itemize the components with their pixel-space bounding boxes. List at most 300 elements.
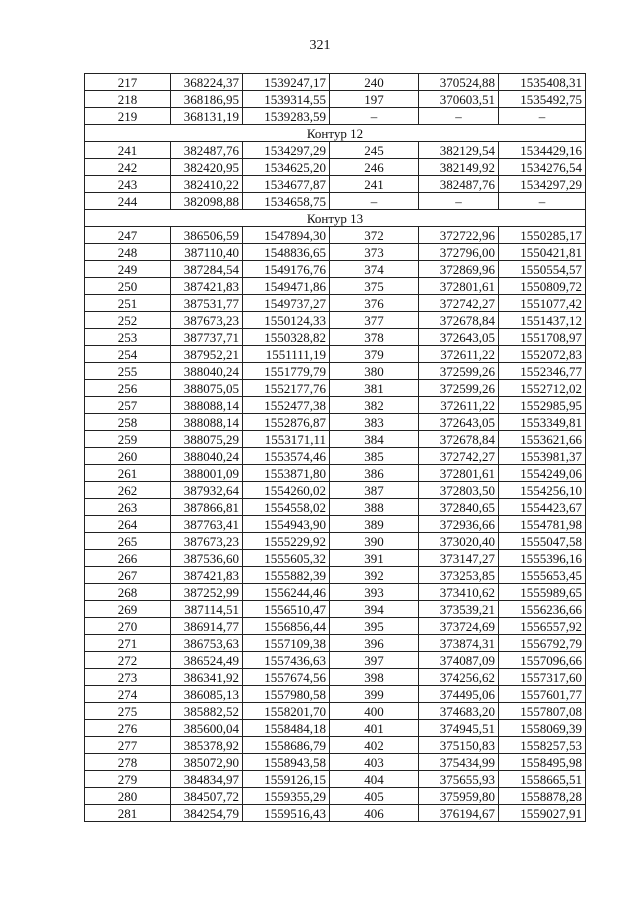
y-coordinate-cell: 1557096,66 [499,652,586,669]
y-coordinate-cell: 1558484,18 [243,720,330,737]
x-coordinate-cell: 375959,80 [419,788,499,805]
x-coordinate-cell: 386506,59 [171,227,243,244]
point-number-cell: 242 [85,159,171,176]
x-coordinate-cell: 386753,63 [171,635,243,652]
x-coordinate-cell: 368224,37 [171,74,243,91]
table-row [85,635,586,652]
x-coordinate-cell: 373724,69 [419,618,499,635]
y-coordinate-cell: 1555396,16 [499,550,586,567]
y-coordinate-cell: 1539283,59 [243,108,330,125]
point-number-cell: 393 [330,584,419,601]
x-coordinate-cell: 372611,22 [419,397,499,414]
point-number-cell: 245 [330,142,419,159]
point-number-cell: 404 [330,771,419,788]
y-coordinate-cell: 1555047,58 [499,533,586,550]
point-number-cell: 277 [85,737,171,754]
y-coordinate-cell: 1558069,39 [499,720,586,737]
point-number-cell: 385 [330,448,419,465]
x-coordinate-cell: 387284,54 [171,261,243,278]
table-row [85,295,586,312]
x-coordinate-cell: 384834,97 [171,771,243,788]
x-coordinate-cell: 372599,26 [419,363,499,380]
point-number-cell: 380 [330,363,419,380]
x-coordinate-cell: 382487,76 [171,142,243,159]
y-coordinate-cell: 1550421,81 [499,244,586,261]
x-coordinate-cell: 388001,09 [171,465,243,482]
point-number-cell: 399 [330,686,419,703]
point-number-cell: 405 [330,788,419,805]
y-coordinate-cell: 1553981,37 [499,448,586,465]
point-number-cell: 389 [330,516,419,533]
x-coordinate-cell: 387252,99 [171,584,243,601]
x-coordinate-cell: – [419,193,499,210]
table-row [85,499,586,516]
table-row [85,720,586,737]
y-coordinate-cell: 1555605,32 [243,550,330,567]
y-coordinate-cell: 1558257,53 [499,737,586,754]
table-row [85,414,586,431]
y-coordinate-cell: 1552712,02 [499,380,586,397]
x-coordinate-cell: 385600,04 [171,720,243,737]
table-row [85,244,586,261]
point-number-cell: 267 [85,567,171,584]
point-number-cell: 377 [330,312,419,329]
point-number-cell: 274 [85,686,171,703]
point-number-cell: 265 [85,533,171,550]
y-coordinate-cell: 1534276,54 [499,159,586,176]
x-coordinate-cell: 372678,84 [419,312,499,329]
table-row [85,550,586,567]
y-coordinate-cell: 1554249,06 [499,465,586,482]
x-coordinate-cell: 372722,96 [419,227,499,244]
point-number-cell: 264 [85,516,171,533]
x-coordinate-cell: – [419,108,499,125]
y-coordinate-cell: 1557601,77 [499,686,586,703]
x-coordinate-cell: 368186,95 [171,91,243,108]
y-coordinate-cell: 1558686,79 [243,737,330,754]
y-coordinate-cell: 1553349,81 [499,414,586,431]
table-row [85,703,586,720]
table-row [85,397,586,414]
point-number-cell: 269 [85,601,171,618]
point-number-cell: 392 [330,567,419,584]
x-coordinate-cell: 382098,88 [171,193,243,210]
point-number-cell: 372 [330,227,419,244]
point-number-cell: 398 [330,669,419,686]
x-coordinate-cell: 372611,22 [419,346,499,363]
point-number-cell: 381 [330,380,419,397]
y-coordinate-cell: 1558665,51 [499,771,586,788]
table-row [85,261,586,278]
table-row [85,176,586,193]
x-coordinate-cell: 387421,83 [171,567,243,584]
x-coordinate-cell: 382149,92 [419,159,499,176]
x-coordinate-cell: 384507,72 [171,788,243,805]
x-coordinate-cell: 385882,52 [171,703,243,720]
y-coordinate-cell: 1556236,66 [499,601,586,618]
x-coordinate-cell: 388040,24 [171,363,243,380]
x-coordinate-cell: 374683,20 [419,703,499,720]
coordinates-table [84,73,586,822]
point-number-cell: 241 [330,176,419,193]
point-number-cell: 273 [85,669,171,686]
y-coordinate-cell: 1553621,66 [499,431,586,448]
point-number-cell: 219 [85,108,171,125]
table-row [85,771,586,788]
table-row [85,754,586,771]
x-coordinate-cell: 372599,26 [419,380,499,397]
section-title: Контур 12 [85,125,586,142]
x-coordinate-cell: 373020,40 [419,533,499,550]
x-coordinate-cell: 385378,92 [171,737,243,754]
y-coordinate-cell: 1554943,90 [243,516,330,533]
point-number-cell: 250 [85,278,171,295]
y-coordinate-cell: 1557317,60 [499,669,586,686]
point-number-cell: 259 [85,431,171,448]
y-coordinate-cell: 1552177,76 [243,380,330,397]
x-coordinate-cell: 386085,13 [171,686,243,703]
y-coordinate-cell: 1534297,29 [243,142,330,159]
y-coordinate-cell: 1535408,31 [499,74,586,91]
x-coordinate-cell: 374087,09 [419,652,499,669]
page-number: 321 [309,38,331,53]
point-number-cell: 376 [330,295,419,312]
y-coordinate-cell: 1557436,63 [243,652,330,669]
x-coordinate-cell: 372936,66 [419,516,499,533]
x-coordinate-cell: 368131,19 [171,108,243,125]
y-coordinate-cell: 1539247,17 [243,74,330,91]
x-coordinate-cell: 373410,62 [419,584,499,601]
table-row [85,91,586,108]
y-coordinate-cell: 1550328,82 [243,329,330,346]
y-coordinate-cell: 1559027,91 [499,805,586,822]
point-number-cell: – [330,108,419,125]
point-number-cell: 270 [85,618,171,635]
table-row [85,465,586,482]
y-coordinate-cell: 1534658,75 [243,193,330,210]
x-coordinate-cell: 384254,79 [171,805,243,822]
x-coordinate-cell: 388040,24 [171,448,243,465]
table-row [85,74,586,91]
point-number-cell: 379 [330,346,419,363]
point-number-cell: 401 [330,720,419,737]
x-coordinate-cell: 372801,61 [419,465,499,482]
y-coordinate-cell: 1551779,79 [243,363,330,380]
x-coordinate-cell: 385072,90 [171,754,243,771]
point-number-cell: 383 [330,414,419,431]
y-coordinate-cell: 1534429,16 [499,142,586,159]
y-coordinate-cell: 1539314,55 [243,91,330,108]
point-number-cell: 382 [330,397,419,414]
table-row [85,142,586,159]
point-number-cell: 387 [330,482,419,499]
point-number-cell: 373 [330,244,419,261]
point-number-cell: 271 [85,635,171,652]
point-number-cell: 390 [330,533,419,550]
x-coordinate-cell: 370603,51 [419,91,499,108]
point-number-cell: 253 [85,329,171,346]
point-number-cell: 402 [330,737,419,754]
table-row [85,108,586,125]
point-number-cell: 391 [330,550,419,567]
point-number-cell: 217 [85,74,171,91]
y-coordinate-cell: 1558201,70 [243,703,330,720]
x-coordinate-cell: 376194,67 [419,805,499,822]
point-number-cell: 262 [85,482,171,499]
point-number-cell: 248 [85,244,171,261]
y-coordinate-cell: 1554423,67 [499,499,586,516]
y-coordinate-cell: 1534297,29 [499,176,586,193]
table-row [85,329,586,346]
x-coordinate-cell: 387932,64 [171,482,243,499]
point-number-cell: 266 [85,550,171,567]
table-row [85,193,586,210]
point-number-cell: 243 [85,176,171,193]
point-number-cell: 281 [85,805,171,822]
table-row [85,805,586,822]
x-coordinate-cell: 387421,83 [171,278,243,295]
y-coordinate-cell: 1555882,39 [243,567,330,584]
point-number-cell: 197 [330,91,419,108]
point-number-cell: 246 [330,159,419,176]
x-coordinate-cell: 388075,05 [171,380,243,397]
table-row [85,584,586,601]
y-coordinate-cell: 1554256,10 [499,482,586,499]
y-coordinate-cell: 1551708,97 [499,329,586,346]
x-coordinate-cell: 387737,71 [171,329,243,346]
table-row [85,601,586,618]
y-coordinate-cell: 1550124,33 [243,312,330,329]
x-coordinate-cell: 387110,40 [171,244,243,261]
y-coordinate-cell: 1554558,02 [243,499,330,516]
table-row [85,346,586,363]
table-row [85,363,586,380]
y-coordinate-cell: 1557109,38 [243,635,330,652]
point-number-cell: 241 [85,142,171,159]
table-row [85,652,586,669]
table-row [85,482,586,499]
y-coordinate-cell: 1552346,77 [499,363,586,380]
point-number-cell: 378 [330,329,419,346]
point-number-cell: 388 [330,499,419,516]
x-coordinate-cell: 373253,85 [419,567,499,584]
point-number-cell: 374 [330,261,419,278]
point-number-cell: – [330,193,419,210]
y-coordinate-cell: 1557980,58 [243,686,330,703]
y-coordinate-cell: 1552985,95 [499,397,586,414]
point-number-cell: 400 [330,703,419,720]
point-number-cell: 397 [330,652,419,669]
table-row [85,737,586,754]
y-coordinate-cell: 1558878,28 [499,788,586,805]
x-coordinate-cell: 386341,92 [171,669,243,686]
x-coordinate-cell: 387673,23 [171,312,243,329]
x-coordinate-cell: 370524,88 [419,74,499,91]
table-row [85,431,586,448]
y-coordinate-cell: 1556792,79 [499,635,586,652]
x-coordinate-cell: 387673,23 [171,533,243,550]
x-coordinate-cell: 387763,41 [171,516,243,533]
y-coordinate-cell: 1553171,11 [243,431,330,448]
x-coordinate-cell: 374945,51 [419,720,499,737]
x-coordinate-cell: 387866,81 [171,499,243,516]
y-coordinate-cell: – [499,108,586,125]
x-coordinate-cell: 386914,77 [171,618,243,635]
x-coordinate-cell: 372803,50 [419,482,499,499]
point-number-cell: 263 [85,499,171,516]
y-coordinate-cell: 1553574,46 [243,448,330,465]
point-number-cell: 396 [330,635,419,652]
y-coordinate-cell: 1551111,19 [243,346,330,363]
y-coordinate-cell: 1554260,02 [243,482,330,499]
x-coordinate-cell: 372840,65 [419,499,499,516]
y-coordinate-cell: 1557674,56 [243,669,330,686]
point-number-cell: 375 [330,278,419,295]
point-number-cell: 406 [330,805,419,822]
x-coordinate-cell: 382410,22 [171,176,243,193]
y-coordinate-cell: 1558943,58 [243,754,330,771]
x-coordinate-cell: 372643,05 [419,414,499,431]
x-coordinate-cell: 375434,99 [419,754,499,771]
point-number-cell: 279 [85,771,171,788]
point-number-cell: 254 [85,346,171,363]
point-number-cell: 249 [85,261,171,278]
x-coordinate-cell: 373539,21 [419,601,499,618]
y-coordinate-cell: 1534677,87 [243,176,330,193]
point-number-cell: 403 [330,754,419,771]
x-coordinate-cell: 387952,21 [171,346,243,363]
x-coordinate-cell: 387536,60 [171,550,243,567]
point-number-cell: 272 [85,652,171,669]
table-row [85,312,586,329]
section-header-row [85,125,586,142]
table-row [85,686,586,703]
x-coordinate-cell: 375655,93 [419,771,499,788]
table-row [85,533,586,550]
point-number-cell: 384 [330,431,419,448]
coordinates-table-body [85,74,586,822]
x-coordinate-cell: 387114,51 [171,601,243,618]
x-coordinate-cell: 387531,77 [171,295,243,312]
point-number-cell: 261 [85,465,171,482]
y-coordinate-cell: 1553871,80 [243,465,330,482]
x-coordinate-cell: 373874,31 [419,635,499,652]
point-number-cell: 258 [85,414,171,431]
y-coordinate-cell: 1555653,45 [499,567,586,584]
x-coordinate-cell: 373147,27 [419,550,499,567]
y-coordinate-cell: 1559126,15 [243,771,330,788]
point-number-cell: 280 [85,788,171,805]
y-coordinate-cell: – [499,193,586,210]
x-coordinate-cell: 382487,76 [419,176,499,193]
table-row [85,788,586,805]
y-coordinate-cell: 1552876,87 [243,414,330,431]
y-coordinate-cell: 1554781,98 [499,516,586,533]
section-header-row [85,210,586,227]
point-number-cell: 251 [85,295,171,312]
x-coordinate-cell: 388088,14 [171,414,243,431]
point-number-cell: 276 [85,720,171,737]
x-coordinate-cell: 372869,96 [419,261,499,278]
y-coordinate-cell: 1550554,57 [499,261,586,278]
y-coordinate-cell: 1556244,46 [243,584,330,601]
table-row [85,618,586,635]
y-coordinate-cell: 1534625,20 [243,159,330,176]
x-coordinate-cell: 382420,95 [171,159,243,176]
y-coordinate-cell: 1548836,65 [243,244,330,261]
point-number-cell: 386 [330,465,419,482]
point-number-cell: 256 [85,380,171,397]
table-row [85,516,586,533]
y-coordinate-cell: 1552072,83 [499,346,586,363]
y-coordinate-cell: 1556510,47 [243,601,330,618]
x-coordinate-cell: 372742,27 [419,448,499,465]
y-coordinate-cell: 1551437,12 [499,312,586,329]
point-number-cell: 275 [85,703,171,720]
y-coordinate-cell: 1559516,43 [243,805,330,822]
x-coordinate-cell: 374256,62 [419,669,499,686]
point-number-cell: 395 [330,618,419,635]
point-number-cell: 252 [85,312,171,329]
point-number-cell: 268 [85,584,171,601]
y-coordinate-cell: 1547894,30 [243,227,330,244]
y-coordinate-cell: 1551077,42 [499,295,586,312]
point-number-cell: 244 [85,193,171,210]
y-coordinate-cell: 1559355,29 [243,788,330,805]
table-row [85,448,586,465]
point-number-cell: 247 [85,227,171,244]
x-coordinate-cell: 388088,14 [171,397,243,414]
x-coordinate-cell: 386524,49 [171,652,243,669]
table-row [85,227,586,244]
y-coordinate-cell: 1550809,72 [499,278,586,295]
x-coordinate-cell: 372678,84 [419,431,499,448]
x-coordinate-cell: 374495,06 [419,686,499,703]
y-coordinate-cell: 1550285,17 [499,227,586,244]
table-row [85,380,586,397]
point-number-cell: 394 [330,601,419,618]
x-coordinate-cell: 372742,27 [419,295,499,312]
y-coordinate-cell: 1552477,38 [243,397,330,414]
x-coordinate-cell: 382129,54 [419,142,499,159]
point-number-cell: 278 [85,754,171,771]
y-coordinate-cell: 1556557,92 [499,618,586,635]
table-row [85,278,586,295]
y-coordinate-cell: 1549176,76 [243,261,330,278]
table-row [85,159,586,176]
x-coordinate-cell: 388075,29 [171,431,243,448]
x-coordinate-cell: 372643,05 [419,329,499,346]
y-coordinate-cell: 1555229,92 [243,533,330,550]
y-coordinate-cell: 1535492,75 [499,91,586,108]
y-coordinate-cell: 1558495,98 [499,754,586,771]
x-coordinate-cell: 375150,83 [419,737,499,754]
point-number-cell: 257 [85,397,171,414]
x-coordinate-cell: 372801,61 [419,278,499,295]
y-coordinate-cell: 1557807,08 [499,703,586,720]
table-row [85,669,586,686]
point-number-cell: 240 [330,74,419,91]
table-row [85,567,586,584]
point-number-cell: 260 [85,448,171,465]
y-coordinate-cell: 1549737,27 [243,295,330,312]
y-coordinate-cell: 1549471,86 [243,278,330,295]
point-number-cell: 218 [85,91,171,108]
y-coordinate-cell: 1555989,65 [499,584,586,601]
point-number-cell: 255 [85,363,171,380]
y-coordinate-cell: 1556856,44 [243,618,330,635]
section-title: Контур 13 [85,210,586,227]
